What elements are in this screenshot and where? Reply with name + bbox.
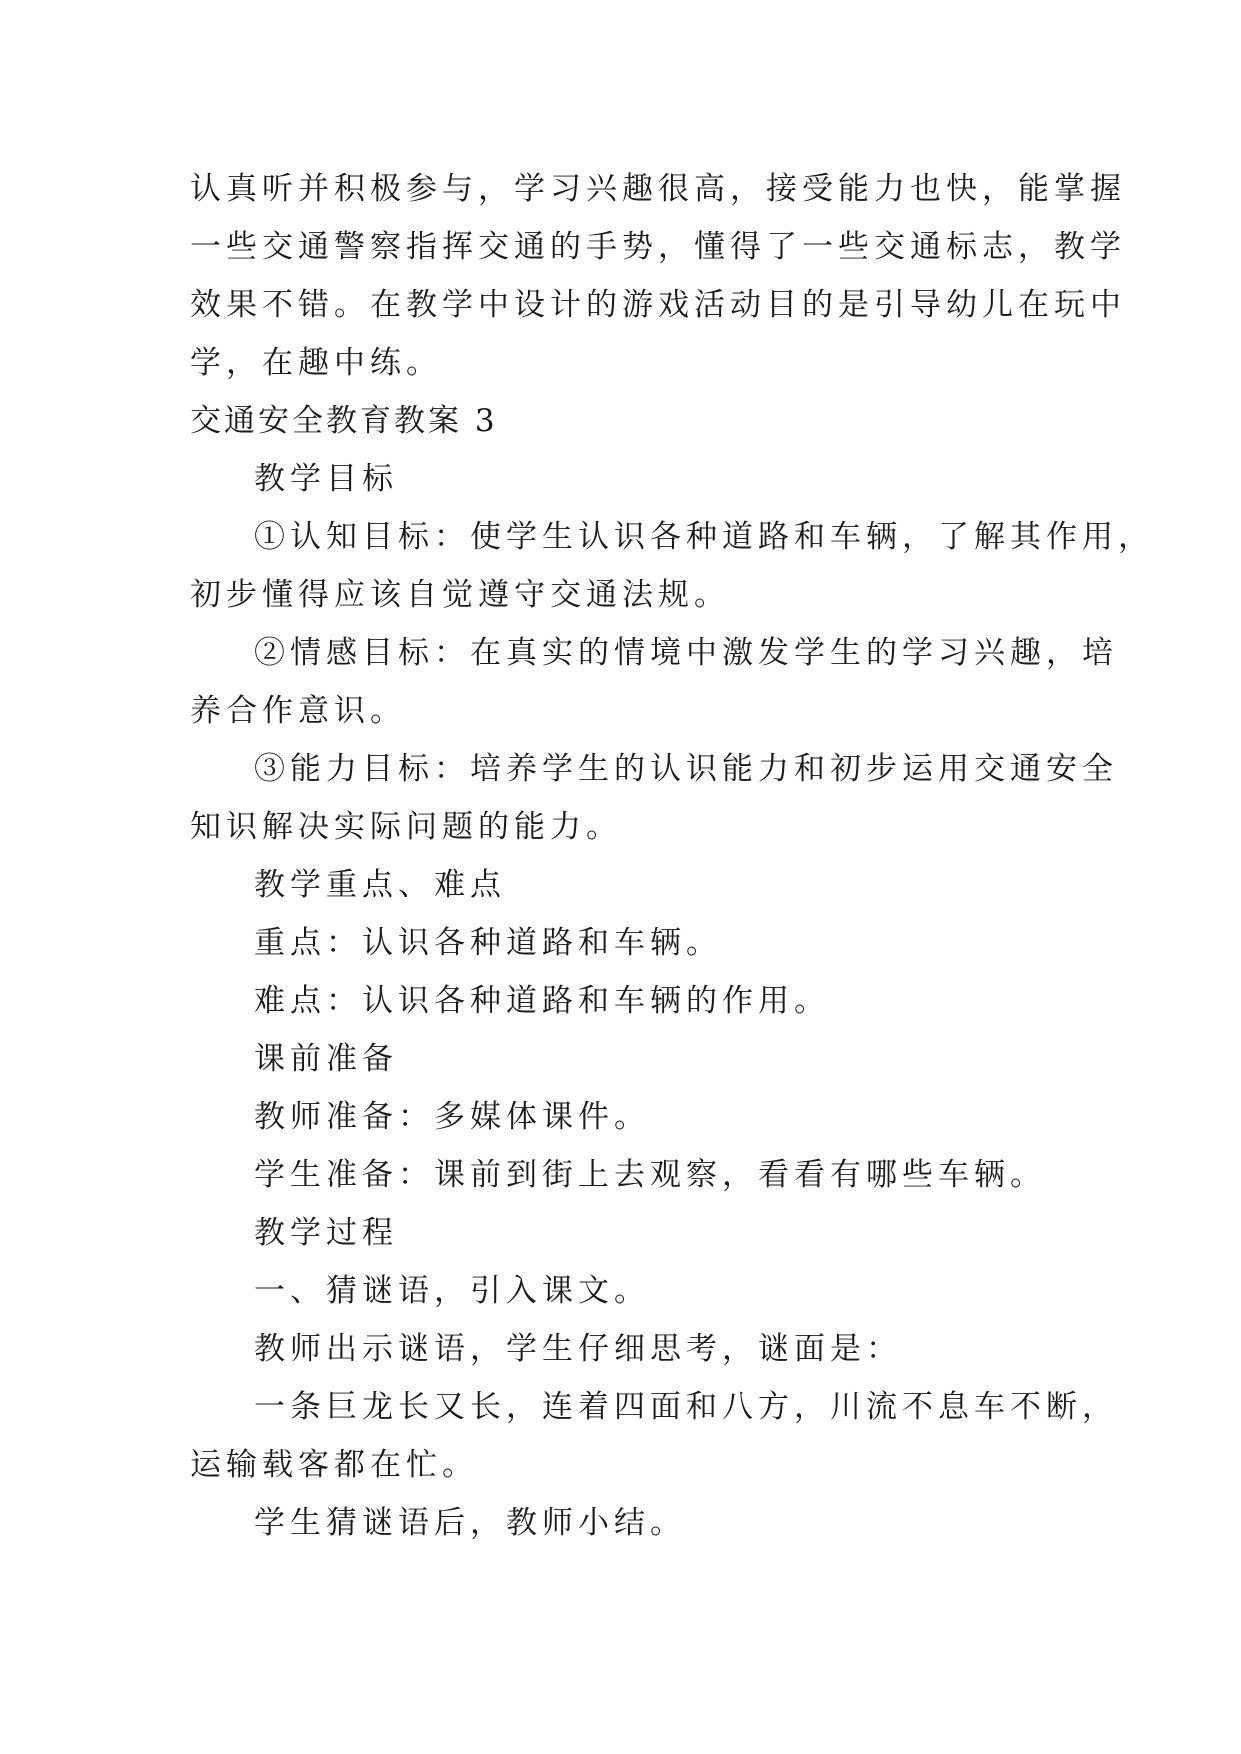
goal-cognitive-line: ①认知目标：使学生认识各种道路和车辆，了解其作用， [254, 519, 1154, 555]
riddle-line: 一条巨龙长又长，连着四面和八方，川流不息车不断， [254, 1389, 1118, 1425]
riddle-summary: 学生猜谜语后，教师小结。 [254, 1505, 686, 1541]
goal-emotional-line: 养合作意识。 [190, 693, 406, 729]
goal-ability-line: 知识解决实际问题的能力。 [190, 809, 622, 845]
intro-line: 学，在趣中练。 [190, 345, 442, 381]
intro-line: 效果不错。在教学中设计的游戏活动目的是引导幼儿在玩中 [190, 287, 1126, 323]
document-page [190, 160, 1154, 1552]
key-points-heading: 教学重点、难点 [254, 867, 506, 903]
riddle-intro: 教师出示谜语，学生仔细思考，谜面是： [254, 1331, 902, 1367]
section-title: 交通安全教育教案 3 [190, 403, 498, 439]
preparation-heading: 课前准备 [254, 1041, 398, 1077]
riddle-line: 运输载客都在忙。 [190, 1447, 478, 1483]
goal-emotional-line: ②情感目标：在真实的情境中激发学生的学习兴趣，培 [254, 635, 1118, 671]
intro-line: 一些交通警察指挥交通的手势，懂得了一些交通标志，教学 [190, 229, 1126, 265]
process-heading: 教学过程 [254, 1215, 398, 1251]
intro-line: 认真听并积极参与，学习兴趣很高，接受能力也快，能掌握 [190, 171, 1126, 207]
student-preparation: 学生准备：课前到街上去观察，看看有哪些车辆。 [254, 1157, 1046, 1193]
teacher-preparation: 教师准备：多媒体课件。 [254, 1099, 650, 1135]
process-step-1: 一、猜谜语，引入课文。 [254, 1273, 650, 1309]
key-point: 重点：认识各种道路和车辆。 [254, 925, 722, 961]
goal-ability-line: ③能力目标：培养学生的认识能力和初步运用交通安全 [254, 751, 1118, 787]
difficult-point: 难点：认识各种道路和车辆的作用。 [254, 983, 830, 1019]
goal-cognitive-line: 初步懂得应该自觉遵守交通法规。 [190, 577, 730, 613]
goals-heading: 教学目标 [254, 461, 398, 497]
